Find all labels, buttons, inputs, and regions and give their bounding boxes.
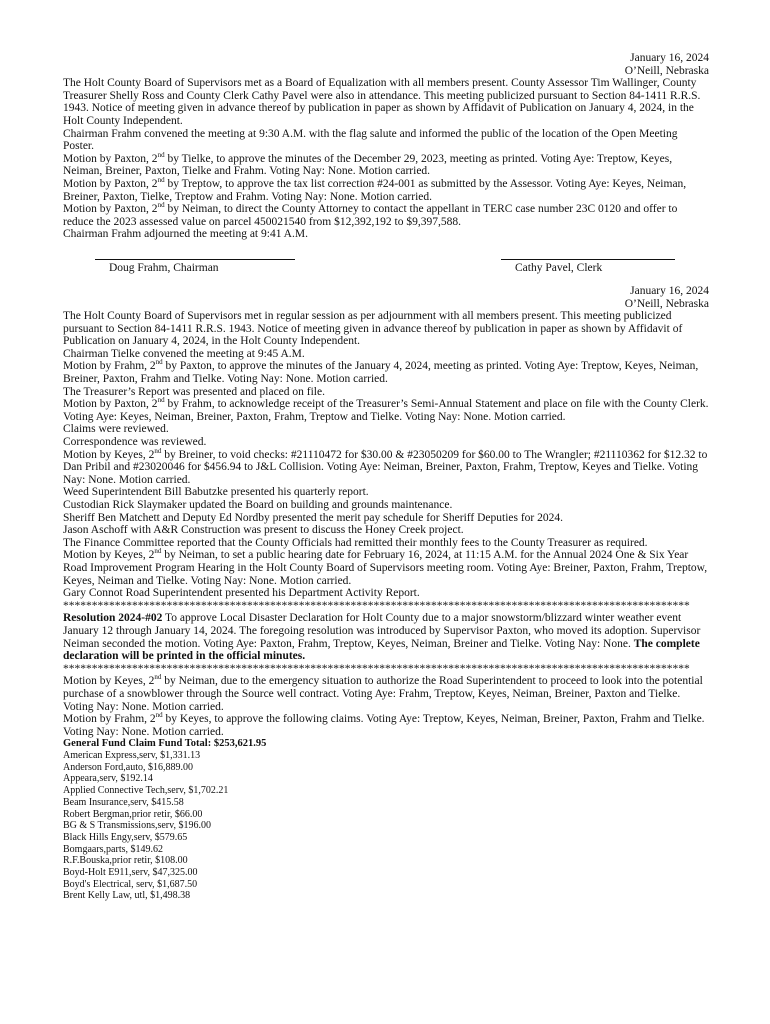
session1-motion-minutes: Motion by Paxton, 2nd by Tielke, to approve the minutes of the December 29, 2023, meeting as printed. Voting Aye: Treptow, Keyes, Neiman, Breiner, Paxton, Tielke and Frahm. Voting Nay: None. Motion carried.	[63, 150, 673, 178]
list-item: Bomgaars,parts, $149.62	[63, 843, 163, 855]
session1-date: January 16, 2024	[630, 52, 709, 64]
session2-motion-claims: Motion by Frahm, 2nd by Keyes, to approve the following claims. Voting Aye: Treptow, Keyes, Neiman, Breiner, Paxton, Frahm and Tielke. Voting Nay: None. Motion carried.	[63, 711, 705, 738]
session2-motion-void-checks: Motion by Keyes, 2nd by Breiner, to void checks: #21110472 for $30.00 & #23050209 for $60.00 to The Wrangler; #21110362 for $12.32 to Dan Pribil and #23020046 for $456.94 to J&L Collision. Voting Aye: Neiman, Breiner, Paxton, Frahm, Treptow, Keyes and Tielke. Voting Nay: None. Motion carried.	[63, 446, 708, 486]
resolution-2024-02: Resolution 2024-#02 To approve Local Disaster Declaration for Holt County due to a major snowstorm/blizzard winter weather event January 12 through January 14, 2024. The foregoing resolution was introduced by Supervisor Paxton, who moved its adoption. Supervisor Neiman seconded the motion. Voting Aye: Paxton, Frahm, Treptow, Keyes, Neiman, Breiner and Tielke. Voting Nay: None. The complete declaration will be printed in the official minutes.	[63, 612, 701, 663]
signature-chairman	[95, 249, 295, 275]
session1-dateline	[63, 52, 709, 77]
sheriff-merit-pay: Sheriff Ben Matchett and Deputy Ed Nordby presented the merit pay schedule for Sheriff Deputies for 2024.	[63, 511, 564, 524]
list-item: BG & S Transmissions,serv, $196.00	[63, 820, 211, 832]
signature-block	[63, 249, 709, 285]
list-item: Boyd's Electrical, serv, $1,687.50	[63, 878, 198, 890]
session1-convened: Chairman Frahm convened the meeting at 9:30 A.M. with the flag salute and informed the public of the location of the Open Meeting Poster.	[63, 127, 678, 153]
resolution-bold-note: The complete declaration will be printed in the official minutes.	[63, 637, 700, 663]
session2-dateline	[63, 285, 709, 310]
honey-creek-project: Jason Aschoff with A&R Construction was present to discuss the Honey Creek project.	[63, 524, 464, 537]
road-superintendent-report: Gary Connot Road Superintendent presented his Department Activity Report.	[63, 587, 420, 600]
treasurer-report: The Treasurer’s Report was presented and placed on file.	[63, 385, 325, 398]
custodian-update: Custodian Rick Slaymaker updated the Board on building and grounds maintenance.	[63, 499, 453, 511]
session2-motion-minutes: Motion by Frahm, 2nd by Paxton, to approve the minutes of the January 4, 2024, meeting as printed. Voting Aye: Treptow, Keyes, Neiman, Breiner, Paxton, Frahm and Tielke. Voting Nay: None. Motion carried.	[63, 358, 699, 386]
list-item: Applied Connective Tech,serv, $1,702.21	[63, 785, 229, 797]
list-item: Appeara,serv, $192.14	[63, 773, 153, 785]
list-item: American Express,serv, $1,331.13	[63, 749, 201, 761]
signature-line	[95, 249, 295, 260]
signature-clerk	[501, 249, 675, 275]
clerk-name: Cathy Pavel, Clerk	[515, 261, 603, 274]
finance-committee: The Finance Committee reported that the County Officials had remitted their monthly fees to the County Treasurer as required.	[63, 536, 648, 549]
session1-place: O’Neill, Nebraska	[624, 64, 709, 77]
session2-date: January 16, 2024	[630, 284, 709, 297]
session2-intro: The Holt County Board of Supervisors met in regular session as per adjournment with all members present. This meeting publicized pursuant to Section 84-1411 R.R.S. 1943. Notice of meeting given in advance thereof by publication in paper as shown by Affidavit of Publication on January 4, 2024, in the Holt County Independent.	[63, 310, 683, 348]
weed-report: Weed Superintendent Bill Babutzke presented his quarterly report.	[63, 486, 369, 499]
claims-reviewed: Claims were reviewed.	[63, 423, 169, 436]
session2-motion-hearing: Motion by Keyes, 2nd by Neiman, to set a public hearing date for February 16, 2024, at 11:15 A.M. for the Annual 2024 One & Six Year Road Improvement Program Hearing in the Holt County Board of Supervisors meeting room. Voting Aye: Breiner, Paxton, Frahm, Treptow, Keyes, Neiman and Tielke. Voting Nay: None. Motion carried.	[63, 547, 708, 587]
list-item: Anderson Ford,auto, $16,889.00	[63, 761, 193, 773]
list-item: Brent Kelly Law, utl, $1,498.38	[63, 890, 191, 902]
separator-stars: *************************************************************************************************************	[63, 662, 690, 675]
session1-adjourn: Chairman Frahm adjourned the meeting at 9:41 A.M.	[63, 228, 308, 241]
list-item: Beam Insurance,serv, $415.58	[63, 796, 184, 808]
list-item: R.F.Bouska,prior retir, $108.00	[63, 855, 188, 867]
session1-intro: The Holt County Board of Supervisors met as a Board of Equalization with all members present. County Assessor Tim Wallinger, County Treasurer Shelly Ross and County Clerk Cathy Pavel were also in attendance. This meeting publicized pursuant to Section 84-1411 R.R.S. 1943. Notice of meeting given in advance thereof by publication in paper as shown by Affidavit of Publication on January 4, 2024, in the Holt County Independent.	[63, 77, 701, 127]
resolution-title: Resolution 2024-#02	[63, 612, 163, 625]
document-page	[63, 52, 709, 902]
correspondence-reviewed: Correspondence was reviewed.	[63, 436, 207, 449]
session1-motion-tax: Motion by Paxton, 2nd by Treptow, to approve the tax list correction #24-001 as submitted by the Assessor. Voting Aye: Keyes, Neiman, Breiner, Paxton, Tielke, Treptow and Frahm. Voting Nay: None. Motion carried.	[63, 176, 687, 203]
list-item: Robert Bergman,prior retir, $66.00	[63, 808, 203, 820]
list-item: Black Hills Engy,serv, $579.65	[63, 831, 188, 843]
session2-convened: Chairman Tielke convened the meeting at 9:45 A.M.	[63, 347, 305, 360]
list-item: Boyd-Holt E911,serv, $47,325.00	[63, 867, 198, 879]
claims-list	[63, 738, 709, 902]
session2-motion-semiannual: Motion by Paxton, 2nd by Frahm, to acknowledge receipt of the Treasurer’s Semi-Annual Statement and place on file with the County Clerk. Voting Aye: Keyes, Neiman, Breiner, Paxton, Frahm, Treptow and Tielke. Voting Nay: None. Motion carried.	[63, 396, 709, 423]
claims-title: General Fund Claim Fund Total: $253,621.95	[63, 738, 267, 750]
session2-place: O’Neill, Nebraska	[624, 297, 709, 310]
session2-motion-snowblower: Motion by Keyes, 2nd by Neiman, due to the emergency situation to authorize the Road Superintendent to proceed to look into the potential purchase of a snowblower through the Source well contract. Voting Aye: Frahm, Treptow, Keyes, Neiman, Breiner, Paxton and Tielke. Voting Nay: None. Motion carried.	[63, 673, 703, 713]
chairman-name: Doug Frahm, Chairman	[109, 261, 219, 274]
signature-line	[501, 249, 675, 260]
session1-motion-terc: Motion by Paxton, 2nd by Neiman, to direct the County Attorney to contact the appellant in TERC case number 23C 0120 and offer to reduce the 2023 assessed value on parcel 450021540 from $12,392,192 to $9,397,588.	[63, 201, 678, 228]
separator-stars: *************************************************************************************************************	[63, 599, 690, 612]
